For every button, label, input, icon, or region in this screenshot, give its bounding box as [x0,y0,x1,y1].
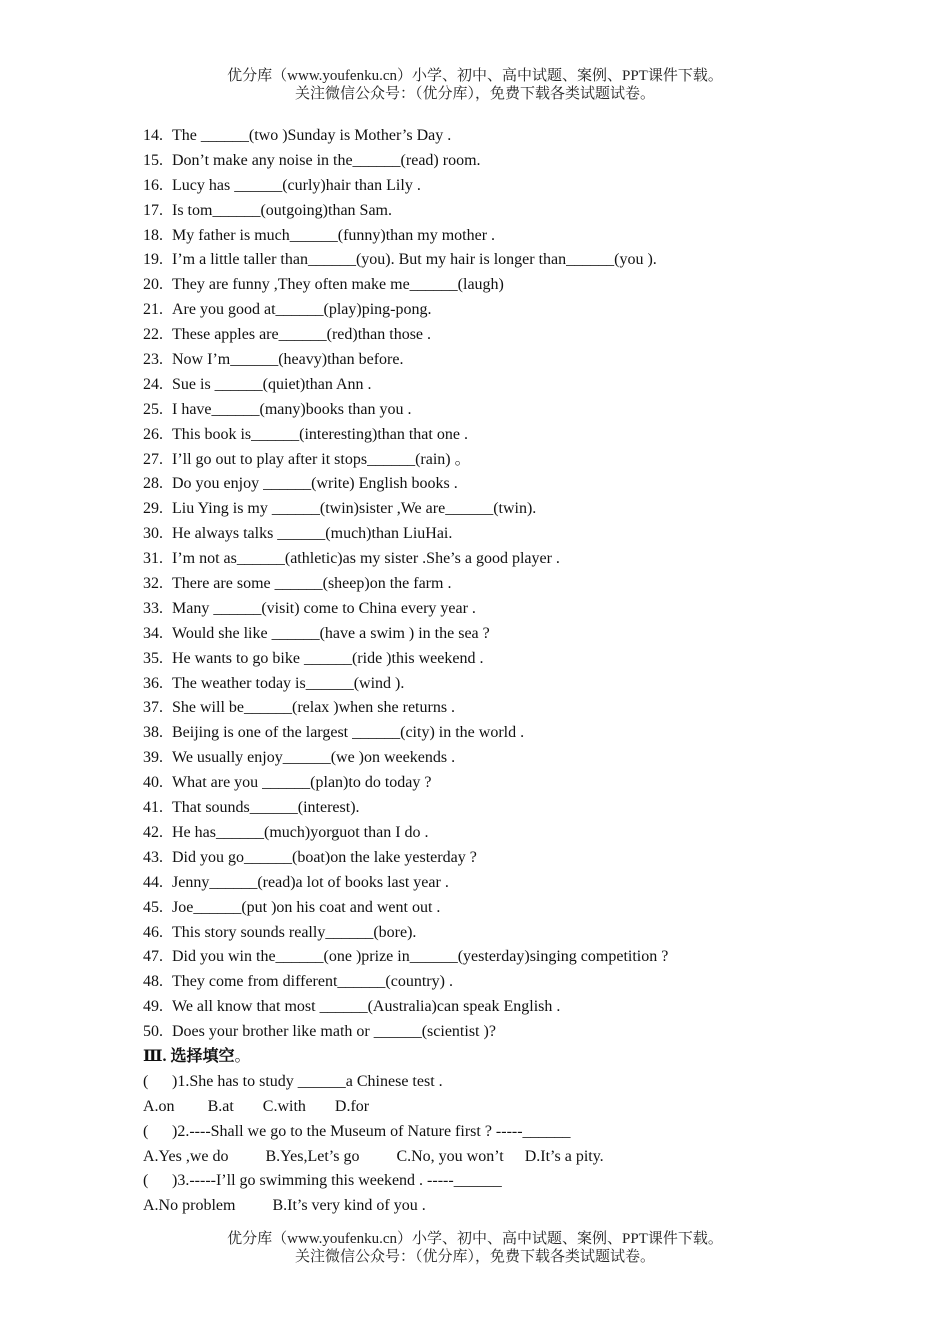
question-item [143,846,923,871]
question-item [143,149,923,174]
question-item [143,572,923,597]
question-text: Now I’m______(heavy)than before. [172,351,404,369]
question-item [143,896,923,921]
choice-option: B.Yes,Let’s go [265,1147,360,1165]
question-text: I’m not as______(athletic)as my sister .She’s a good player . [172,550,560,568]
question-number: 39. [143,749,163,767]
answer-bracket[interactable]: ( [143,1172,149,1190]
choice-option: A.No problem [143,1197,236,1215]
question-text: Sue is ______(quiet)than Ann . [172,375,372,393]
choice-question-text: )1.She has to study ______a Chinese test . [172,1072,443,1090]
question-text: He always talks ______(much)than LiuHai. [172,525,453,543]
choice-options [143,1095,923,1120]
question-item [143,1020,923,1045]
question-number: 37. [143,699,163,717]
question-text: Did you win the______(one )prize in______(yesterday)singing competition ? [172,948,669,966]
question-number: 17. [143,201,163,219]
question-text: What are you ______(plan)to do today ? [172,774,432,792]
choice-question [143,1070,923,1095]
question-item [143,771,923,796]
question-number: 40. [143,774,163,792]
question-text: Would she like ______(have a swim ) in the sea ? [172,624,490,642]
choice-option: D.It’s a pity. [524,1147,604,1165]
question-text: Liu Ying is my ______(twin)sister ,We are______(twin). [172,500,537,518]
choice-option: A.on [143,1097,175,1115]
question-item [143,721,923,746]
question-text: We all know that most ______(Australia)can speak English . [172,998,561,1016]
choice-option: B.at [207,1097,234,1115]
page-header [0,67,950,103]
question-number: 34. [143,624,163,642]
question-number: 26. [143,425,163,443]
question-text: We usually enjoy______(we )on weekends . [172,749,456,767]
question-text: There are some ______(sheep)on the farm . [172,575,452,593]
question-number: 38. [143,724,163,742]
question-item [143,796,923,821]
question-item [143,273,923,298]
question-item [143,647,923,672]
question-number: 14. [143,127,163,144]
question-number: 30. [143,525,163,543]
question-number: 16. [143,176,163,194]
question-number: 44. [143,873,163,891]
question-number: 48. [143,973,163,991]
choice-options [143,1145,923,1170]
question-text: Joe______(put )on his coat and went out . [172,898,441,916]
question-number: 29. [143,500,163,518]
choice-question [143,1169,923,1194]
question-text: Jenny______(read)a lot of books last year . [172,873,449,891]
question-item [143,373,923,398]
question-item [143,945,923,970]
choice-question-text: )3.-----I’ll go swimming this weekend . -----______ [172,1172,502,1190]
question-item [143,248,923,273]
choice-option: C.No, you won’t [396,1147,504,1165]
question-text: She will be______(relax )when she returns . [172,699,456,717]
question-text: Is tom______(outgoing)than Sam. [172,201,392,219]
question-text: My father is much______(funny)than my mother . [172,226,496,244]
question-number: 36. [143,674,163,692]
choice-question-text: )2.----Shall we go to the Museum of Nature first ? -----______ [172,1122,571,1140]
question-item [143,871,923,896]
question-number: 23. [143,351,163,369]
question-number: 43. [143,848,163,866]
page-footer [0,1230,950,1266]
choice-option: C.with [262,1097,306,1115]
question-item [143,124,923,149]
question-item [143,522,923,547]
question-number: 41. [143,799,163,817]
question-item [143,746,923,771]
section-heading [143,1045,923,1070]
question-text: They come from different______(country) . [172,973,453,991]
question-number: 35. [143,649,163,667]
choice-options [143,1194,923,1219]
question-item [143,970,923,995]
question-text: This book is______(interesting)than that one . [172,425,468,443]
question-item [143,348,923,373]
header-line-2: 关注微信公众号：（优分库），免费下载各类试题试卷。 [294,86,655,102]
question-text: These apples are______(red)than those . [172,326,432,344]
question-list [143,124,923,1219]
question-number: 45. [143,898,163,916]
question-item [143,298,923,323]
question-item [143,597,923,622]
choice-option: B.It’s very kind of you . [272,1197,426,1215]
question-number: 19. [143,251,163,269]
question-number: 32. [143,575,163,593]
question-text: Do you enjoy ______(write) English books . [172,475,458,493]
question-item [143,547,923,572]
question-number: 42. [143,823,163,841]
question-item [143,423,923,448]
question-text: Beijing is one of the largest ______(city) in the world . [172,724,525,742]
question-number: 31. [143,550,163,568]
question-item [143,497,923,522]
question-text: He has______(much)yorguot than I do . [172,823,429,841]
question-number: 15. [143,151,163,169]
question-item [143,921,923,946]
question-item [143,696,923,721]
footer-line-1: 优分库（www.youfenku.cn）小学、初中、高中试题、案例、PPT课件下载。 [227,1231,723,1247]
question-number: 27. [143,450,163,468]
choice-option: D.for [334,1097,370,1115]
question-item [143,323,923,348]
question-number: 50. [143,1023,163,1041]
choice-question [143,1120,923,1145]
question-text: The weather today is______(wind ). [172,674,405,692]
question-number: 28. [143,475,163,493]
question-text: He wants to go bike ______(ride )this weekend . [172,649,484,667]
question-number: 24. [143,375,163,393]
answer-bracket[interactable]: ( [143,1122,149,1140]
choice-option: A.Yes ,we do [143,1147,229,1165]
question-number: 47. [143,948,163,966]
question-number: 21. [143,301,163,319]
question-text: They are funny ,They often make me______(laugh) [172,276,504,294]
answer-bracket[interactable]: ( [143,1072,149,1090]
question-item [143,622,923,647]
section-title: Ⅲ. 选择填空 [143,1047,235,1065]
question-text: I have______(many)books than you . [172,400,412,418]
question-number: 18. [143,226,163,244]
question-text: I’ll go out to play after it stops______(rain) 。 [172,450,471,468]
question-number: 25. [143,400,163,418]
section-title-punct: 。 [234,1047,251,1065]
question-text: The ______(two )Sunday is Mother’s Day . [172,127,452,144]
question-item [143,398,923,423]
question-item [143,995,923,1020]
question-item [143,672,923,697]
question-text: That sounds______(interest). [172,799,360,817]
footer-line-2: 关注微信公众号：（优分库），免费下载各类试题试卷。 [294,1249,655,1265]
question-number: 20. [143,276,163,294]
question-text: Lucy has ______(curly)hair than Lily . [172,176,421,194]
question-item [143,199,923,224]
question-item [143,448,923,473]
question-text: Don’t make any noise in the______(read) room. [172,151,481,169]
question-text: Many ______(visit) come to China every year . [172,599,476,617]
question-number: 46. [143,923,163,941]
question-text: I’m a little taller than______(you). But my hair is longer than______(you ). [172,251,657,269]
header-line-1: 优分库（www.youfenku.cn）小学、初中、高中试题、案例、PPT课件下载。 [227,68,723,84]
question-text: Are you good at______(play)ping-pong. [172,301,432,319]
question-item [143,174,923,199]
question-item [143,472,923,497]
question-item [143,224,923,249]
question-number: 22. [143,326,163,344]
question-text: Did you go______(boat)on the lake yesterday ? [172,848,477,866]
question-text: This story sounds really______(bore). [172,923,417,941]
question-text: Does your brother like math or ______(scientist )? [172,1023,496,1041]
question-number: 49. [143,998,163,1016]
question-number: 33. [143,599,163,617]
question-item [143,821,923,846]
